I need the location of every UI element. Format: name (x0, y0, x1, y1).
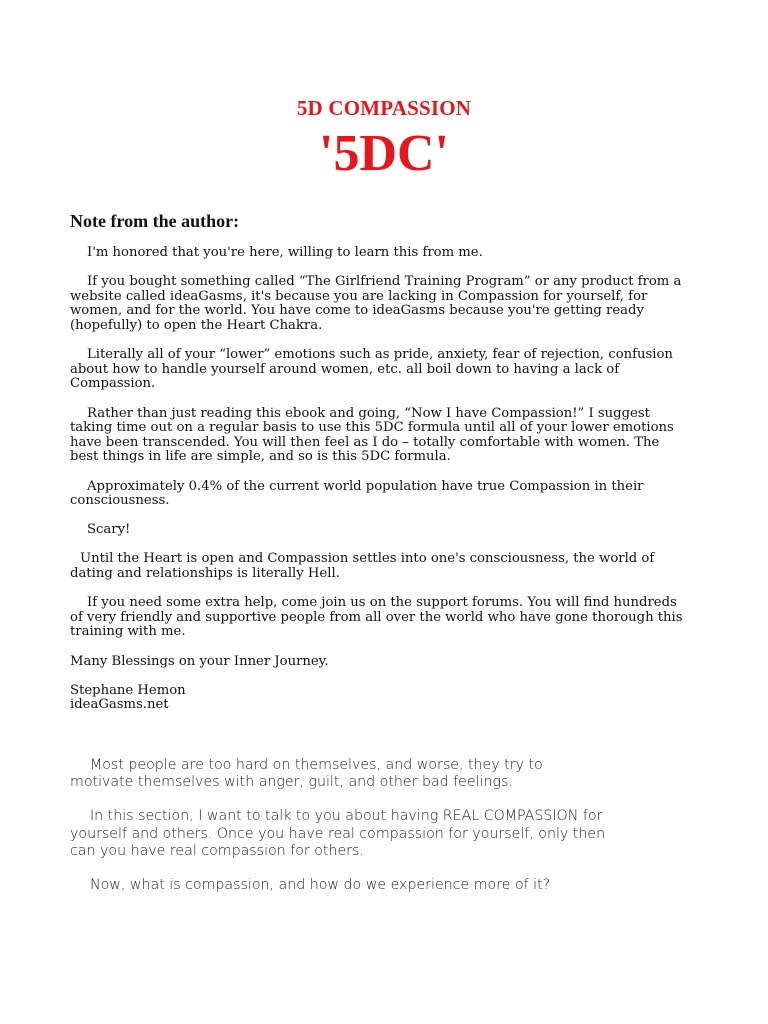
compassion-section (70, 757, 610, 911)
signature-site: ideaGasms.net (70, 697, 169, 713)
note-heading: Note from the author: (70, 211, 240, 231)
section-paragraph-2: In this section, I want to talk to you about having REAL COMPASSION for yourself and others. Once you have real compassion for yourself, only then can you have real compassion for others. (70, 808, 606, 859)
note-paragraph-1: I'm honored that you're here, willing to learn this from me. (87, 245, 483, 260)
note-paragraph-6: Scary! (87, 522, 131, 538)
signature-name: Stephane Hemon (70, 682, 186, 698)
blessing-line: Many Blessings on your Inner Journey. (70, 653, 329, 669)
note-paragraph-8: If you need some extra help, come join us on the support forums. You will find hundreds of very friendly and supportive people from all over the world who have gone thorough this training with me. (70, 595, 683, 640)
title-big: '5DC' (319, 125, 449, 182)
note-paragraph-3: Literally all of your “lower” emotions such as pride, anxiety, fear of rejection, confusion about how to handle yourself around women, etc. all boil down to having a lack of Compassion. (70, 347, 673, 392)
section-paragraph-3: Now, what is compassion, and how do we experience more of it? (90, 877, 551, 894)
title-small: 5D COMPASSION (296, 96, 472, 120)
note-paragraph-5: Approximately 0.4% of the current world population have true Compassion in their consciousness. (70, 478, 644, 509)
note-paragraph-7: Until the Heart is open and Compassion settles into one's consciousness, the world of dating and relationships is literally Hell. (70, 551, 655, 582)
author-note (70, 246, 690, 713)
note-paragraph-4: Rather than just reading this ebook and going, “Now I have Compassion!” I suggest taking time out on a regular basis to use this 5DC formula until all of your lower emotions have been transcended. You will then feel as I do – totally comfortable with women. The best things in life are simple, and so is this 5DC formula. (70, 405, 674, 465)
section-paragraph-1: Most people are too hard on themselves, and worse, they try to motivate themselves with anger, guilt, and other bad feelings. (70, 757, 543, 791)
note-paragraph-2: If you bought something called “The Girlfriend Training Program” or any product from a website called ideaGasms, it's because you are lacking in Compassion for yourself, for women, and for the world. You have come to ideaGasms because you're getting ready (hopefully) to open the Heart Chakra. (70, 274, 682, 333)
